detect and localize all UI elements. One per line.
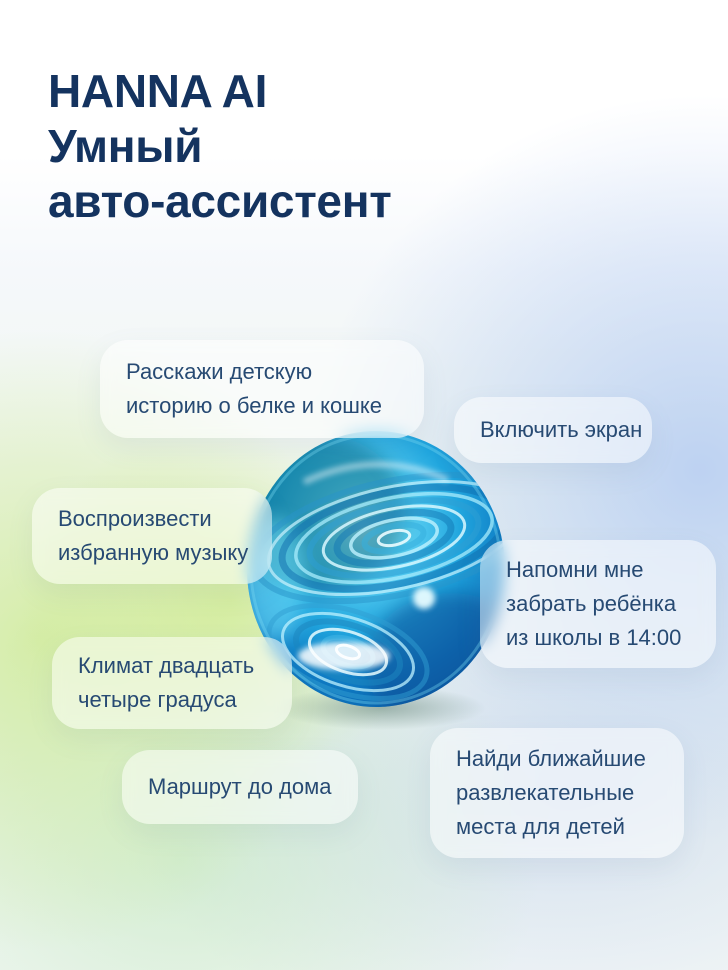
brand-name: HANNA AI — [48, 65, 268, 117]
bubble-line: забрать ребёнка — [506, 591, 677, 616]
title-block — [48, 64, 391, 229]
bubble-line: Включить экран — [480, 417, 643, 442]
bubble-reminder — [480, 540, 716, 668]
bubble-line: Расскажи детскую — [126, 359, 313, 384]
bubble-places — [430, 728, 684, 858]
bubble-screen — [454, 397, 652, 463]
bubble-line: Найди ближайшие — [456, 746, 646, 771]
bubble-line: развлекательные — [456, 780, 635, 805]
bubble-line: Воспроизвести — [58, 506, 212, 531]
bubble-music — [32, 488, 272, 584]
bubble-line: из школы в 14:00 — [506, 625, 682, 650]
brand-tagline-line2: авто-ассистент — [48, 175, 392, 227]
bubble-story — [100, 340, 424, 438]
bubble-line: избранную музыку — [58, 540, 249, 565]
bubble-line: Маршрут до дома — [148, 774, 332, 799]
bubble-line: места для детей — [456, 814, 625, 839]
brand-tagline-line1: Умный — [48, 120, 203, 172]
bubble-line: историю о белке и кошке — [126, 393, 383, 418]
bubble-line: Климат двадцать — [78, 653, 255, 678]
bubble-climate — [52, 637, 292, 729]
bubble-route — [122, 750, 358, 824]
bubble-line: Напомни мне — [506, 557, 644, 582]
bubble-line: четыре градуса — [78, 687, 237, 712]
